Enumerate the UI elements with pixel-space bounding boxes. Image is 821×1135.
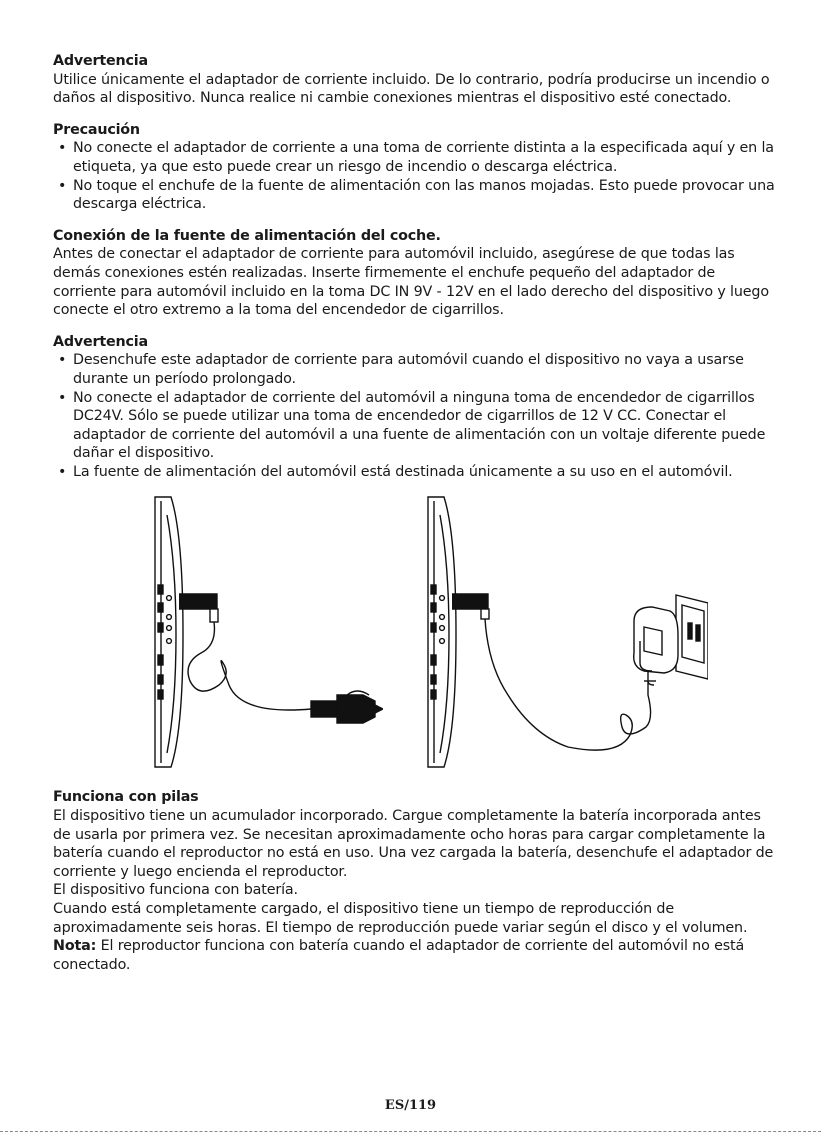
section-title: Conexión de la fuente de alimentación del coche. (53, 227, 441, 244)
paragraph: El dispositivo funciona con batería. (53, 882, 298, 899)
manual-page (53, 52, 778, 974)
bullet-dot: • (58, 177, 67, 194)
section-caution (53, 121, 778, 214)
list-item-text: La fuente de alimentación del automóvil está destinada únicamente a su uso en el automóvil. (73, 463, 733, 480)
list-item (53, 351, 778, 388)
bullet-dot: • (58, 140, 67, 157)
list-item (53, 463, 778, 482)
section-title: Funciona con pilas (53, 789, 199, 806)
bullet-dot: • (58, 352, 67, 369)
section-title: Advertencia (53, 333, 148, 350)
section-battery (53, 788, 778, 974)
list-item-text: No conecte el adaptador de corriente del automóvil a ninguna toma de encendedor de cigarrillos DC24V. Sólo se puede utilizar una toma de encendedor de cigarrillos de 12 V CC. Conectar el adaptador de corriente del automóvil a una fuente de alimentación con un voltaje diferente puede dañar el dispositivo. (73, 389, 766, 462)
list-item-text: Desenchufe este adaptador de corriente para automóvil cuando el dispositivo no vaya a usarse durante un período prolongado. (73, 352, 744, 387)
list-item (53, 389, 778, 463)
note-label: Nota: (53, 938, 97, 955)
wall-adapter-illustration (408, 495, 708, 770)
section-warning-1 (53, 52, 778, 108)
list-item (53, 139, 778, 176)
list-item-text: No conecte el adaptador de corriente a una toma de corriente distinta a la especificada aquí y en la etiqueta, ya que esto puede crear un riesgo de incendio o descarga eléctrica. (73, 140, 774, 175)
section-text: Antes de conectar el adaptador de corriente para automóvil incluido, asegúrese de que todas las demás conexiones estén realizadas. Inserte firmemente el enchufe pequeño del adaptador de corriente para automóvil incluido en la toma DC IN 9V - 12V en el lado derecho del dispositivo y luego conecte el otro extremo a la toma del encendedor de cigarrillos. (53, 246, 769, 319)
section-title: Advertencia (53, 53, 148, 69)
page-edge-divider (0, 1131, 821, 1132)
note (53, 937, 778, 974)
section-title: Precaución (53, 121, 140, 138)
list-item (53, 177, 778, 214)
bullet-list (53, 351, 778, 481)
note-text: El reproductor funciona con batería cuando el adaptador de corriente del automóvil no está conectado. (53, 938, 745, 973)
section-warning-2 (53, 333, 778, 482)
paragraph: Cuando está completamente cargado, el dispositivo tiene un tiempo de reproducción de aproximadamente seis horas. El tiempo de reproducción puede variar según el disco y el volumen. (53, 901, 748, 936)
paragraph: El dispositivo tiene un acumulador incorporado. Cargue completamente la batería incorporada antes de usarla por primera vez. Se necesitan aproximadamente ocho horas para cargar completamente la batería cuando el reproductor no está en uso. Una vez cargada la batería, desenchufe el adaptador de corriente y luego encienda el reproductor. (53, 808, 774, 880)
illustrations (53, 495, 778, 770)
section-car-connection (53, 227, 778, 320)
bullet-dot: • (58, 463, 67, 480)
page-number: ES/119 (384, 1098, 437, 1113)
bullet-dot: • (58, 389, 67, 406)
list-item-text: No toque el enchufe de la fuente de alimentación con las manos mojadas. Esto puede provocar una descarga eléctrica. (73, 177, 775, 213)
section-text: Utilice únicamente el adaptador de corriente incluido. De lo contrario, podría producirse un incendio o daños al dispositivo. Nunca realice ni cambie conexiones mientras el dispositivo esté conectado. (53, 71, 770, 107)
bullet-list (53, 139, 778, 213)
car-adapter-illustration (143, 495, 383, 770)
